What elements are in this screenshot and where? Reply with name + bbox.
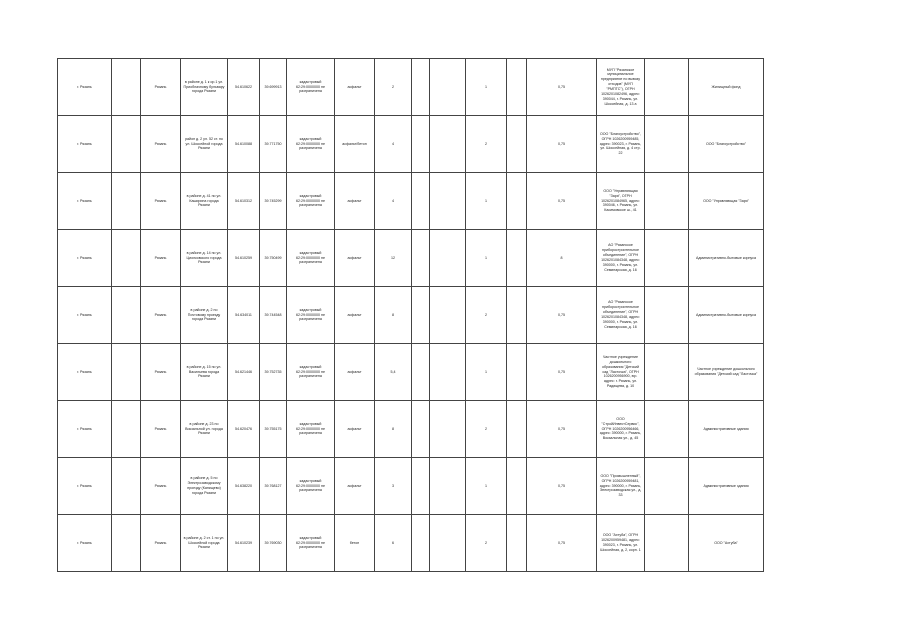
cell-area: 4: [375, 116, 412, 173]
cell-volume: 0,75: [527, 458, 597, 515]
cell-cadastral: кадастровый 62:29:0000000 не разграничена: [287, 344, 335, 401]
cell-surface: асфальт: [335, 287, 375, 344]
cell-lat: 54.638220: [228, 458, 260, 515]
empty-cell: [412, 401, 430, 458]
cell-city: г. Рязань: [58, 401, 112, 458]
cell-volume: 0,75: [527, 59, 597, 116]
cell-cadastral: кадастровый 62:29:0000000 не разграничена: [287, 59, 335, 116]
cell-lon: 39.771750: [260, 116, 287, 173]
empty-cell: [645, 287, 689, 344]
cell-surface: асфальт: [335, 344, 375, 401]
empty-cell: [412, 230, 430, 287]
empty-cell: [112, 401, 141, 458]
empty-cell: [112, 287, 141, 344]
empty-cell: [430, 401, 466, 458]
table-row: [58, 287, 764, 344]
empty-cell: [430, 230, 466, 287]
empty-cell: [645, 401, 689, 458]
cell-source: Административные здания: [689, 401, 764, 458]
cell-surface: асфальт: [335, 59, 375, 116]
empty-cell: [507, 515, 527, 572]
cell-location: в районе д. 14 по ул. Циолковского города Рязани: [181, 230, 228, 287]
empty-cell: [430, 344, 466, 401]
cell-volume: 0,75: [527, 116, 597, 173]
cell-source: Административно-бытовые корпуса: [689, 230, 764, 287]
empty-cell: [112, 515, 141, 572]
cell-area: 2: [375, 59, 412, 116]
empty-cell: [430, 515, 466, 572]
empty-cell: [645, 344, 689, 401]
cell-owner: ООО "СтройИнвестСервис", ОГРН 1026200956466, адрес: 390000, г. Рязань, Вокзальная ул., д. 45: [597, 401, 645, 458]
cell-source: Административные здания: [689, 458, 764, 515]
cell-count: 1: [466, 344, 507, 401]
cell-location: в районе д. 5 по Электрозаводскому проезду (Канищево) города Рязани: [181, 458, 228, 515]
empty-cell: [507, 116, 527, 173]
cell-city: г. Рязань: [58, 287, 112, 344]
table-row: [58, 59, 764, 116]
empty-cell: [507, 401, 527, 458]
cell-cadastral: кадастровый 62:29:0000000 не разграничена: [287, 230, 335, 287]
cell-count: 1: [466, 458, 507, 515]
cell-cadastral: кадастровый 62:29:0000000 не разграничена: [287, 401, 335, 458]
empty-cell: [112, 173, 141, 230]
cell-source: ООО "Ахтуба": [689, 515, 764, 572]
cell-region: Рязань: [141, 458, 181, 515]
cell-surface: асфальт: [335, 173, 375, 230]
empty-cell: [645, 458, 689, 515]
empty-cell: [430, 116, 466, 173]
cell-lat: 54.610622: [228, 59, 260, 116]
empty-cell: [507, 173, 527, 230]
cell-source: Административно-бытовые корпуса: [689, 287, 764, 344]
cell-location: район д. 2 ул. 52 ст. по ул. Шоссейной города Рязани: [181, 116, 228, 173]
empty-cell: [645, 230, 689, 287]
cell-volume: 0,75: [527, 515, 597, 572]
empty-cell: [507, 287, 527, 344]
cell-lon: 39.768127: [260, 458, 287, 515]
cell-cadastral: кадастровый 62:29:0000000 не разграничена: [287, 287, 335, 344]
empty-cell: [412, 515, 430, 572]
cell-lat: 54.621446: [228, 344, 260, 401]
cell-area: 5,4: [375, 344, 412, 401]
cell-cadastral: кадастровый 62:29:0000000 не разграничена: [287, 116, 335, 173]
cell-location: в районе д. 2 ст. 1 по ул. Шоссейной города Рязани: [181, 515, 228, 572]
empty-cell: [507, 344, 527, 401]
cell-lon: 39.699913: [260, 59, 287, 116]
cell-surface: асфальт: [335, 458, 375, 515]
table-row: [58, 116, 764, 173]
cell-source: ООО "Управляющая "Заря": [689, 173, 764, 230]
cell-surface: бетон: [335, 515, 375, 572]
cell-region: Рязань: [141, 230, 181, 287]
empty-cell: [112, 344, 141, 401]
cell-count: 2: [466, 401, 507, 458]
cell-owner: АО "Рязанское приборостроительное объединение", ОГРН 1026201084348, адрес: 390000, г. Рязань, ул. Семинарская, д. 16: [597, 230, 645, 287]
cell-surface: асфальт: [335, 230, 375, 287]
cell-city: г. Рязань: [58, 515, 112, 572]
empty-cell: [112, 116, 141, 173]
cell-owner: Частное учреждение дошкольного образования "Детский сад "Ласточка", ОГРН 1026200956900, юр. адрес: г. Рязань, ул. Радищева, д. 10: [597, 344, 645, 401]
cell-count: 2: [466, 287, 507, 344]
cell-location: в районе д. 23 по Вокзальной ул. города Рязани: [181, 401, 228, 458]
cell-location: в районе д. 41 по ул. Каширина города Рязани: [181, 173, 228, 230]
cell-lon: 39.752735: [260, 344, 287, 401]
cell-surface: асфальт/бетон: [335, 116, 375, 173]
cell-count: 1: [466, 173, 507, 230]
cell-area: 3: [375, 458, 412, 515]
table-row: [58, 401, 764, 458]
cell-surface: асфальт: [335, 401, 375, 458]
cell-count: 1: [466, 230, 507, 287]
empty-cell: [430, 173, 466, 230]
empty-cell: [112, 59, 141, 116]
cell-owner: ООО "Промышленный", ОГРН 1026200959481, адрес: 390000, г. Рязань, Электрозаводская ул., д. 33: [597, 458, 645, 515]
empty-cell: [507, 458, 527, 515]
cell-lon: 39.745299: [260, 173, 287, 230]
empty-cell: [645, 59, 689, 116]
cell-volume: 0,75: [527, 173, 597, 230]
cell-area: 6: [375, 515, 412, 572]
cell-volume: 0,75: [527, 287, 597, 344]
table-row: [58, 230, 764, 287]
empty-cell: [412, 173, 430, 230]
cell-lon: 39.769030: [260, 515, 287, 572]
cell-lon: 39.744548: [260, 287, 287, 344]
cell-volume: 0,75: [527, 344, 597, 401]
cell-location: в районе д. 2 по Почтовому проезду города Рязани: [181, 287, 228, 344]
cell-count: 1: [466, 59, 507, 116]
cell-owner: ООО "Благоустройство", ОГРН 1026200959485, адрес: 390023, г. Рязань, ул. Шоссейная, д. 4 стр. 22: [597, 116, 645, 173]
cell-owner: ООО "Управляющая "Заря", ОГРН 1026201084965, адрес: 390046, г. Рязань, ул. Касимовское ш., 41: [597, 173, 645, 230]
empty-cell: [507, 230, 527, 287]
empty-cell: [645, 515, 689, 572]
cell-source: Частное учреждение дошкольного образования "Детский сад "Ласточка": [689, 344, 764, 401]
cell-owner: ООО "Ахтуба", ОГРН 1026200959481, адрес: 390023, г. Рязань, ул. Шоссейная, д. 2, корп. 1: [597, 515, 645, 572]
cell-lat: 54.610088: [228, 116, 260, 173]
table-row: [58, 458, 764, 515]
table-row: [58, 173, 764, 230]
registry-table-body: [58, 59, 764, 572]
empty-cell: [430, 287, 466, 344]
cell-area: 12: [375, 230, 412, 287]
cell-region: Рязань: [141, 515, 181, 572]
cell-volume: 8: [527, 230, 597, 287]
cell-volume: 0,75: [527, 401, 597, 458]
cell-region: Рязань: [141, 173, 181, 230]
cell-count: 2: [466, 515, 507, 572]
empty-cell: [645, 116, 689, 173]
empty-cell: [430, 458, 466, 515]
cell-region: Рязань: [141, 116, 181, 173]
empty-cell: [412, 287, 430, 344]
cell-lon: 39.750499: [260, 230, 287, 287]
empty-cell: [112, 230, 141, 287]
cell-source: Жилищный фонд: [689, 59, 764, 116]
empty-cell: [112, 458, 141, 515]
cell-count: 2: [466, 116, 507, 173]
cell-owner: МУП "Рязанское муниципальное предприятие по вывозу отходов" (МУП "РМПТС"), ОГРН 1026201082496, адрес: 390044, г. Рязань, ул. Шоссейная, д. 13 а: [597, 59, 645, 116]
cell-city: г. Рязань: [58, 344, 112, 401]
table-row: [58, 344, 764, 401]
cell-city: г. Рязань: [58, 59, 112, 116]
cell-area: 4: [375, 173, 412, 230]
cell-lon: 39.755175: [260, 401, 287, 458]
empty-cell: [412, 116, 430, 173]
registry-table: [57, 58, 764, 572]
cell-city: г. Рязань: [58, 230, 112, 287]
cell-cadastral: кадастровый 62:29:0000000 не разграничена: [287, 458, 335, 515]
cell-cadastral: кадастровый 62:29:0000000 не разграничена: [287, 515, 335, 572]
cell-area: 8: [375, 401, 412, 458]
empty-cell: [412, 344, 430, 401]
empty-cell: [645, 173, 689, 230]
cell-lat: 54.610239: [228, 515, 260, 572]
empty-cell: [507, 59, 527, 116]
cell-city: г. Рязань: [58, 173, 112, 230]
cell-location: в районе д. 1 к ор.1 ул. Приоблачному бульвару города Рязани: [181, 59, 228, 116]
cell-lat: 54.610312: [228, 173, 260, 230]
table-row: [58, 515, 764, 572]
empty-cell: [430, 59, 466, 116]
empty-cell: [412, 458, 430, 515]
cell-lat: 54.610259: [228, 230, 260, 287]
cell-region: Рязань: [141, 344, 181, 401]
cell-lat: 54.634011: [228, 287, 260, 344]
cell-area: 8: [375, 287, 412, 344]
cell-region: Рязань: [141, 401, 181, 458]
cell-region: Рязань: [141, 287, 181, 344]
cell-cadastral: кадастровый 62:29:0000000 не разграничена: [287, 173, 335, 230]
cell-region: Рязань: [141, 59, 181, 116]
empty-cell: [412, 59, 430, 116]
cell-lat: 54.620476: [228, 401, 260, 458]
cell-owner: АО "Рязанское приборостроительное объединение", ОГРН 1026201084348, адрес: 390000, г. Рязань, ул. Семинарская, д. 16: [597, 287, 645, 344]
cell-city: г. Рязань: [58, 458, 112, 515]
cell-source: ООО "Благоустройство": [689, 116, 764, 173]
cell-location: в районе д. 15 по ул. Васильева города Рязани: [181, 344, 228, 401]
cell-city: г. Рязань: [58, 116, 112, 173]
